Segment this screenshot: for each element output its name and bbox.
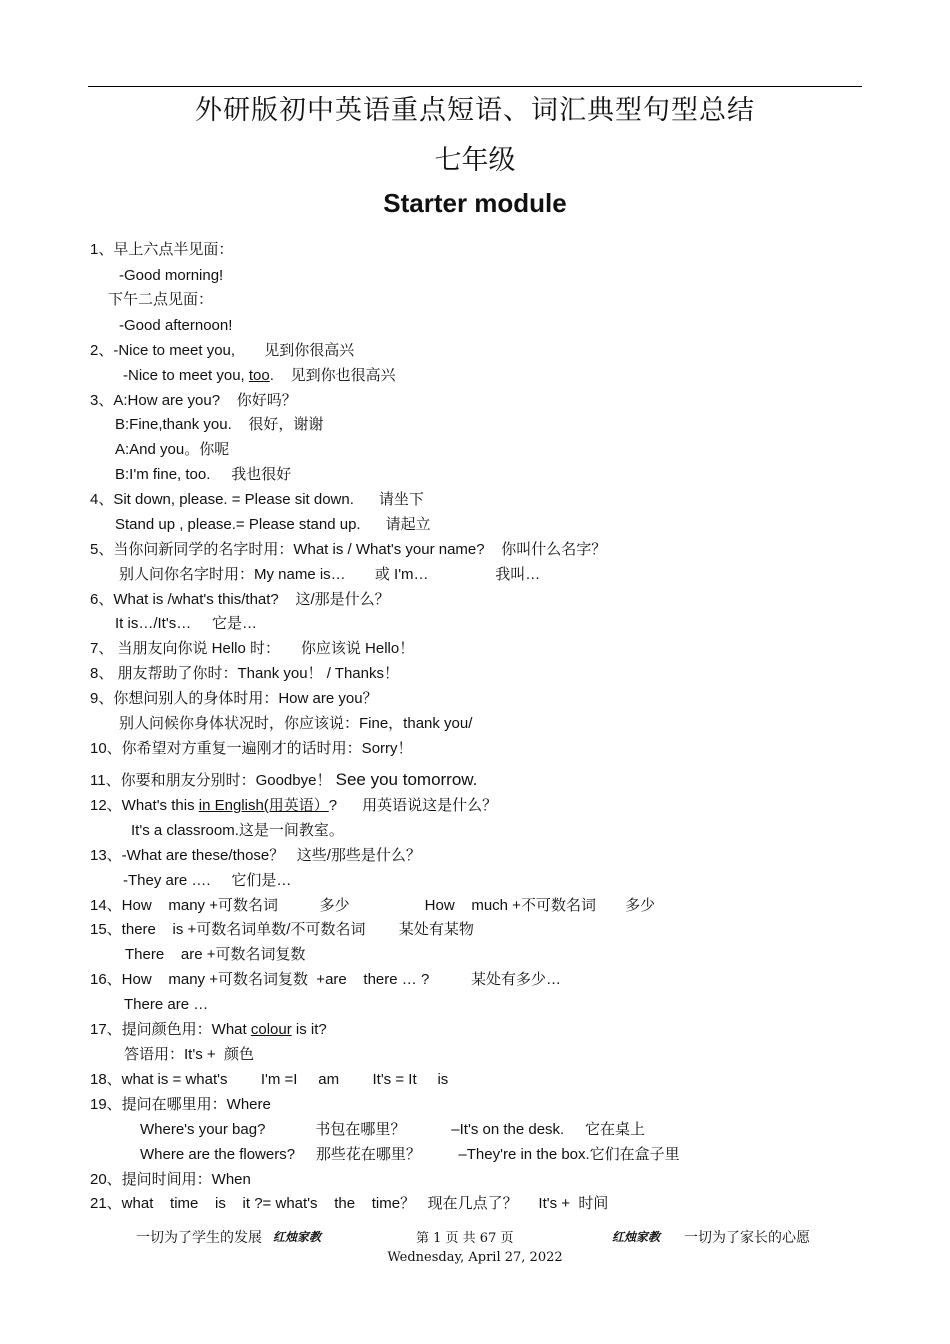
content-line: 别人问你名字时用：My name is… 或 I'm… 我叫… (119, 566, 541, 583)
footer-page-info: 第 1 页 共 67 页 (416, 1231, 514, 1246)
document-title: 外研版初中英语重点短语、词汇典型句型总结 (195, 95, 755, 126)
content-line: 8、 朋友帮助了你时：Thank you！ / Thanks！ (90, 665, 399, 682)
footer-left-slogan: 一切为了学生的发展 (136, 1229, 262, 1245)
content-line: 5、当你问新同学的名字时用：What is / What's your name? 你叫什么名字？ (90, 541, 607, 558)
footer-left-brand: 红烛家教 (273, 1230, 322, 1244)
content-line: 20、提问时间用：When (90, 1171, 251, 1188)
content-line: 17、提问颜色用：What colour is it? (90, 1021, 327, 1038)
grade-heading: 七年级 (434, 145, 516, 176)
content-line: -They are …. 它们是… (123, 872, 292, 889)
content-line: 18、what is = what's I'm =I am It's = It is (90, 1071, 449, 1088)
content-line: 2、-Nice to meet you, 见到你很高兴 (90, 342, 355, 359)
content-line: There are +可数名词复数 (125, 946, 306, 963)
content-line: -Nice to meet you, too. 见到你也很高兴 (123, 367, 396, 384)
content-line: 10、你希望对方重复一遍刚才的话时用：Sorry！ (90, 740, 413, 757)
content-line: B:Fine,thank you. 很好，谢谢 (115, 416, 324, 433)
content-line: There are … (124, 996, 209, 1013)
content-line: 12、What's this in English(用英语）? 用英语说这是什么？ (90, 797, 498, 814)
content-line: B:I'm fine, too. 我也很好 (115, 466, 292, 483)
content-line: 别人问候你身体状况时，你应该说：Fine，thank you/ (119, 715, 473, 732)
content-line: 9、你想问别人的身体时用：How are you？ (90, 690, 378, 707)
content-line: 1、早上六点半见面： (90, 241, 234, 258)
content-line: A:And you。你呢 (115, 441, 230, 458)
footer-date: Wednesday, April 27, 2022 (387, 1250, 563, 1265)
top-rule (88, 86, 862, 87)
content-line: Where's your bag? 书包在哪里？ –It's on the desk. 它在桌上 (140, 1121, 646, 1138)
content-line: -Good afternoon! (119, 317, 233, 334)
content-line: 6、What is /what's this/that? 这/那是什么？ (90, 591, 390, 608)
content-line: 下午二点见面： (108, 291, 214, 308)
content-line: Where are the flowers? 那些花在哪里？ –They're in the box.它们在盒子里 (140, 1146, 680, 1163)
content-line: Stand up , please.= Please stand up. 请起立 (115, 516, 431, 533)
content-line: 4、Sit down, please. = Please sit down. 请坐下 (90, 491, 424, 508)
content-line: 答语用：It's + 颜色 (124, 1046, 254, 1063)
content-line: -Good morning! (119, 267, 224, 284)
content-line: 14、How many +可数名词 多少 How much +不可数名词 多少 (90, 897, 656, 914)
content-line: 11、你要和朋友分别时：Goodbye！ See you tomorrow. (90, 770, 478, 789)
content-line: 21、what time is it ?= what's the time？ 现在几点了？ It's + 时间 (90, 1195, 609, 1212)
module-heading: Starter module (383, 188, 567, 218)
footer-right-brand: 红烛家教 (612, 1230, 661, 1244)
content-line: 16、How many +可数名词复数 +are there … ? 某处有多少… (90, 971, 561, 988)
footer-right-slogan: 一切为了家长的心愿 (684, 1229, 810, 1245)
content-line: It's a classroom.这是一间教室。 (131, 822, 344, 839)
content-line: 13、-What are these/those？ 这些/那些是什么？ (90, 847, 421, 864)
content-line: 7、 当朋友向你说 Hello 时： 你应该说 Hello！ (90, 640, 415, 657)
content-line: 19、提问在哪里用：Where (90, 1096, 271, 1113)
content-line: 3、A:How are you? 你好吗？ (90, 392, 297, 409)
content-line: It is…/It's… 它是… (115, 615, 258, 632)
content-line: 15、there is +可数名词单数/不可数名词 某处有某物 (90, 921, 474, 938)
